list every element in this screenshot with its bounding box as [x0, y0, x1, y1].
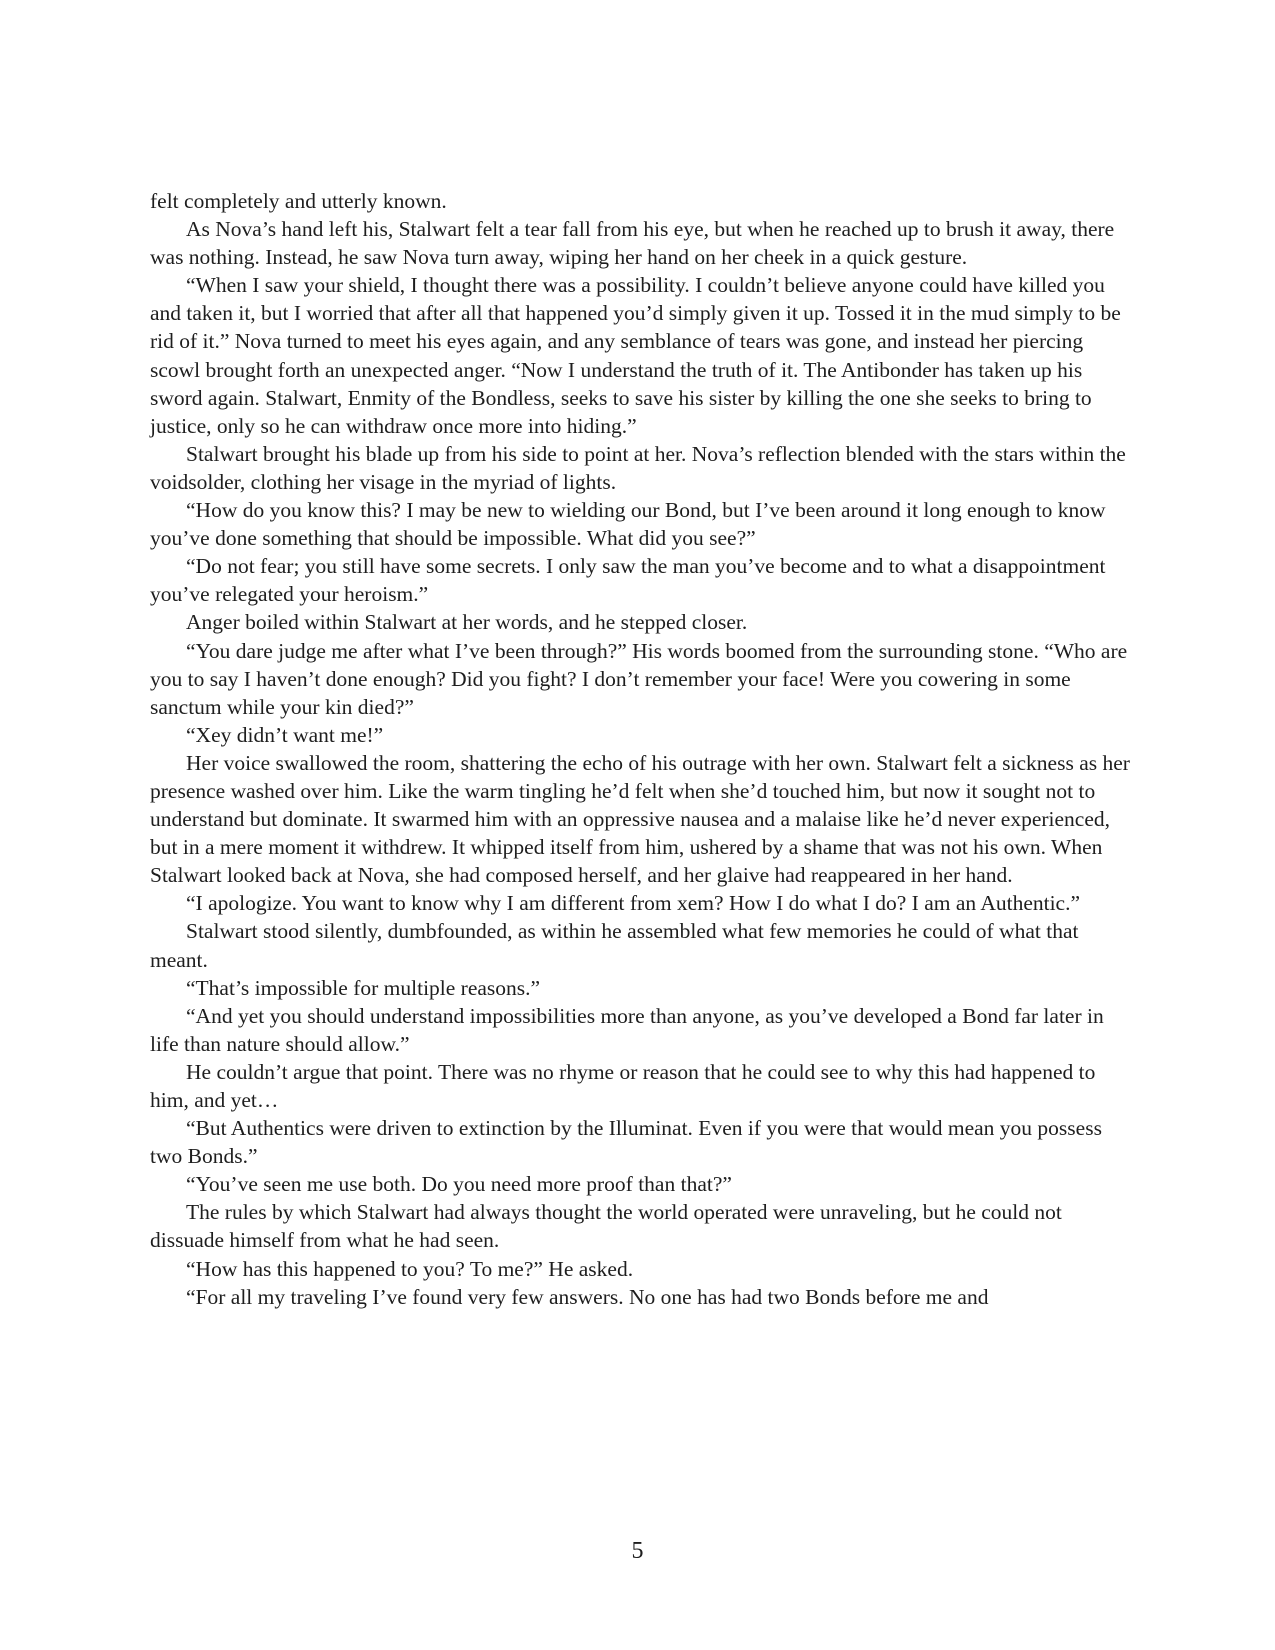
paragraph: felt completely and utterly known.	[150, 189, 447, 213]
paragraph: The rules by which Stalwart had always thought the world operated were unraveling, but he could not dissuade himself from what he had seen.	[150, 1200, 1062, 1253]
paragraph: “I apologize. You want to know why I am different from xem? How I do what I do? I am an Authentic.”	[186, 891, 1081, 916]
paragraph: Stalwart stood silently, dumbfounded, as within he assembled what few memories he could of what that meant.	[150, 919, 1079, 972]
body-text	[150, 187, 1130, 1311]
paragraph: “That’s impossible for multiple reasons.”	[186, 975, 541, 1000]
page-number: 5	[631, 1538, 644, 1564]
paragraph: As Nova’s hand left his, Stalwart felt a tear fall from his eye, but when he reached up to brush it away, there was nothing. Instead, he saw Nova turn away, wiping her hand on her cheek in a quick gesture.	[150, 217, 1115, 270]
paragraph: Anger boiled within Stalwart at her words, and he stepped closer.	[186, 610, 748, 635]
paragraph: “Do not fear; you still have some secrets. I only saw the man you’ve become and to what a disappointment you’ve relegated your heroism.”	[150, 554, 1106, 607]
paragraph: Stalwart brought his blade up from his side to point at her. Nova’s reflection blended with the stars within the voidsolder, clothing her visage in the myriad of lights.	[150, 441, 1126, 494]
paragraph: “Xey didn’t want me!”	[186, 722, 384, 747]
paragraph: “How do you know this? I may be new to wielding our Bond, but I’ve been around it long enough to know you’ve done something that should be impossible. What did you see?”	[150, 498, 1106, 551]
paragraph: “When I saw your shield, I thought there was a possibility. I couldn’t believe anyone could have killed you and taken it, but I worried that after all that happened you’d simply given it up. Tossed it in the mud simply to be rid of it.” Nova turned to meet his eyes again, and any semblance of tears was gone, and instead her piercing scowl brought forth an unexpected anger. “Now I understand the truth of it. The Antibonder has taken up his sword again. Stalwart, Enmity of the Bondless, seeks to save his sister by killing the one she seeks to bring to justice, only so he can withdraw once more into hiding.”	[150, 273, 1121, 438]
paragraph: “But Authentics were driven to extinction by the Illuminat. Even if you were that would mean you possess two Bonds.”	[150, 1116, 1102, 1169]
paragraph: Her voice swallowed the room, shattering the echo of his outrage with her own. Stalwart felt a sickness as her presence washed over him. Like the warm tingling he’d felt when she’d touched him, but now it sought not to understand but dominate. It swarmed him with an oppressive nausea and a malaise like he’d never experienced, but in a mere moment it withdrew. It whipped itself from him, ushered by a shame that was not his own. When Stalwart looked back at Nova, she had composed herself, and her glaive had reappeared in her hand.	[150, 750, 1130, 888]
paragraph: “And yet you should understand impossibilities more than anyone, as you’ve developed a Bond far later in life than nature should allow.”	[150, 1003, 1104, 1056]
paragraph: “How has this happened to you? To me?” He asked.	[186, 1256, 634, 1281]
paragraph: He couldn’t argue that point. There was no rhyme or reason that he could see to why this had happened to him, and yet…	[150, 1059, 1096, 1112]
paragraph: “You dare judge me after what I’ve been through?” His words boomed from the surrounding stone. “Who are you to say I haven’t done enough? Did you fight? I don’t remember your face! Were you cowering in some sanctum while your kin died?”	[150, 638, 1128, 719]
paragraph: “For all my traveling I’ve found very few answers. No one has had two Bonds before me and	[186, 1284, 989, 1309]
paragraph: “You’ve seen me use both. Do you need more proof than that?”	[186, 1172, 732, 1197]
